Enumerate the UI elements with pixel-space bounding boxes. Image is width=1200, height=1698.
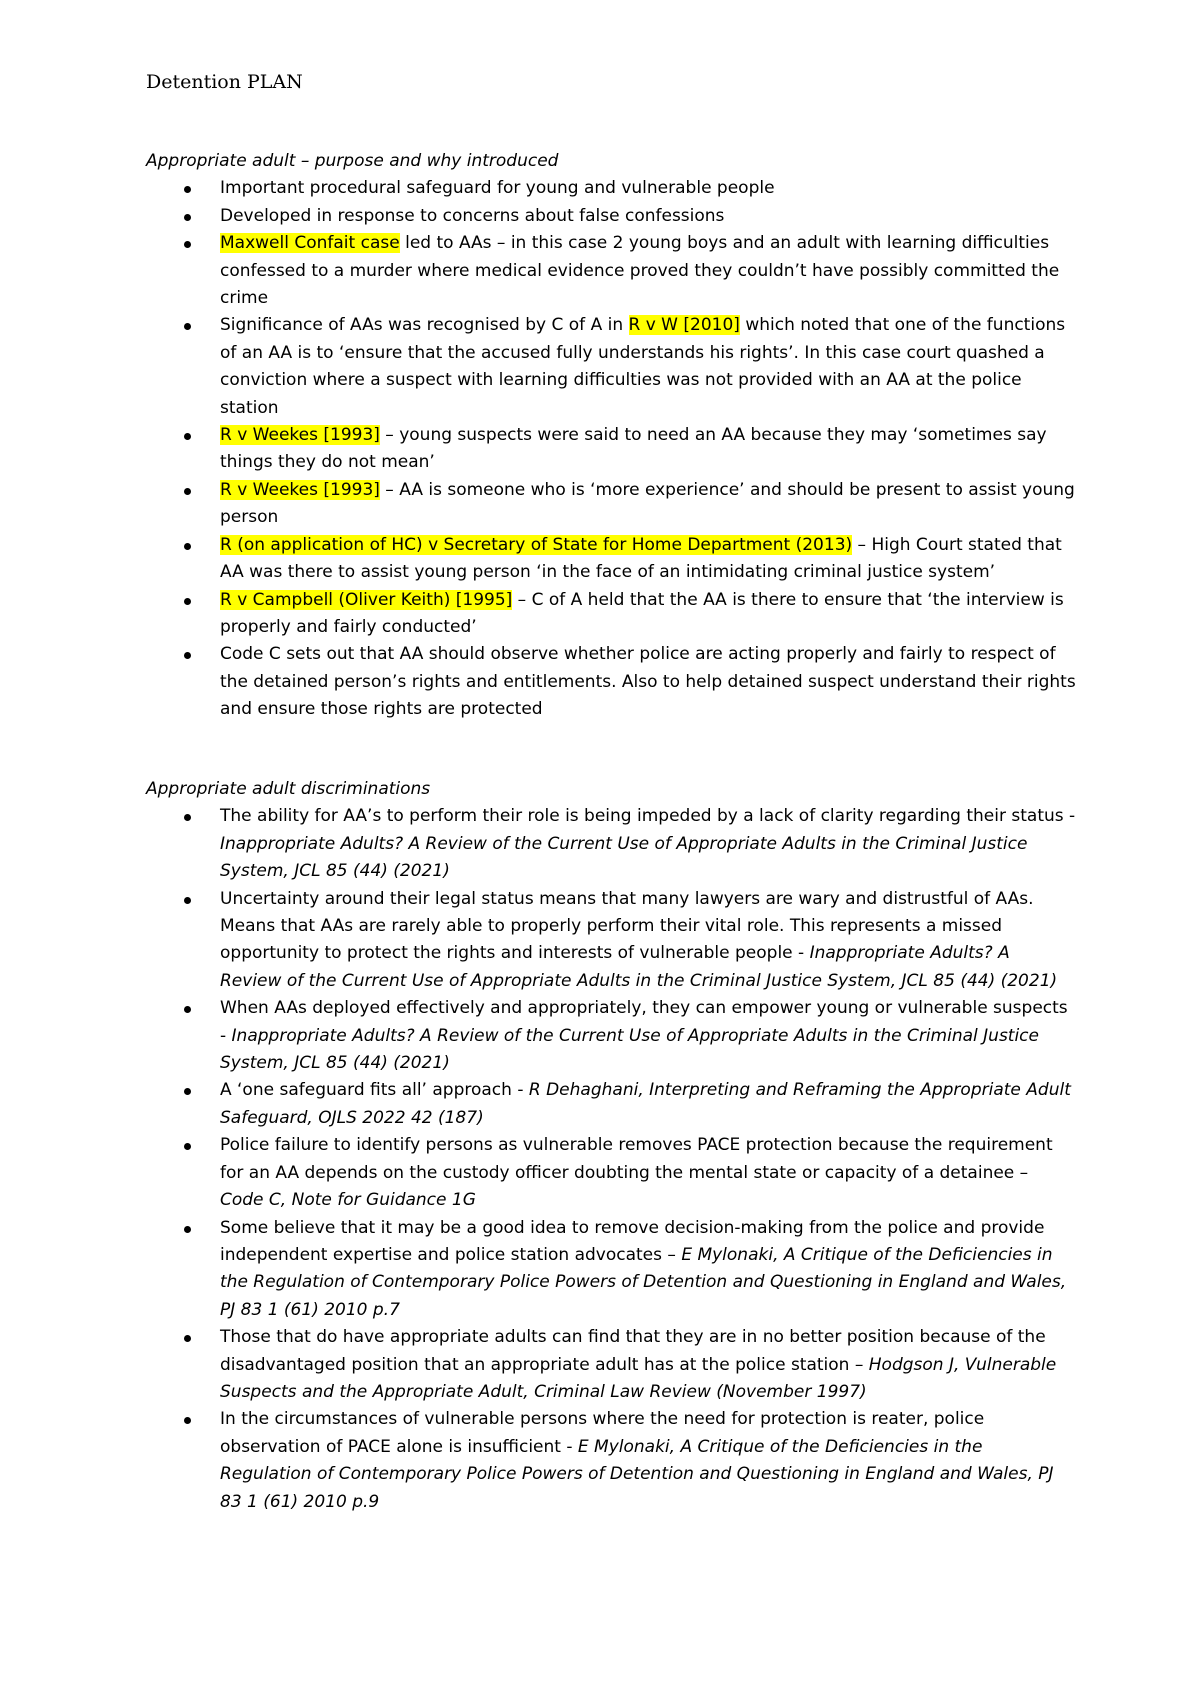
bullet-list-purpose bbox=[146, 175, 1076, 723]
bullet-icon bbox=[184, 1226, 191, 1233]
list-item bbox=[146, 477, 1076, 532]
bullet-icon bbox=[184, 1143, 191, 1150]
item-text: Important procedural safeguard for young and vulnerable people bbox=[220, 178, 775, 199]
bullet-icon bbox=[184, 598, 191, 605]
source-citation: Code C, Note for Guidance 1G bbox=[220, 1190, 476, 1211]
list-item bbox=[146, 1077, 1076, 1132]
bullet-icon bbox=[184, 433, 191, 440]
list-item bbox=[146, 1132, 1076, 1214]
item-text: – young suspects were said to need an AA because they may ‘sometimes say things they do not mean’ bbox=[220, 425, 1047, 473]
item-text: When AAs deployed effectively and appropriately, they can empower young or vulnerable suspects - bbox=[220, 998, 1068, 1046]
list-item bbox=[146, 886, 1076, 996]
bullet-icon bbox=[184, 241, 191, 248]
bullet-list-discriminations bbox=[146, 803, 1076, 1516]
item-text: led to AAs – in this case 2 young boys and an adult with learning difficulties confessed to a murder where medical evidence proved they couldn’t have possibly committed the crime bbox=[220, 233, 1060, 309]
source-citation: E Mylonaki, A Critique of the Deficiencies in the Regulation of Contemporary Police Powers of Detention and Questioning in England and Wales, PJ 83 1 (61) 2010 p.7 bbox=[220, 1244, 1067, 1320]
item-text: Developed in response to concerns about false confessions bbox=[220, 205, 725, 226]
list-item bbox=[146, 803, 1076, 885]
bullet-icon bbox=[184, 1006, 191, 1013]
source-citation: Inappropriate Adults? A Review of the Current Use of Appropriate Adults in the Criminal Justice System, JCL 85 (44) (2021) bbox=[220, 833, 1028, 882]
item-text: – C of A held that the AA is there to ensure that ‘the interview is properly and fairly conducted’ bbox=[220, 589, 1064, 637]
source-citation: Inappropriate Adults? A Review of the Current Use of Appropriate Adults in the Criminal Justice System, JCL 85 (44) (2021) bbox=[220, 1025, 1039, 1074]
item-text: In the circumstances of vulnerable persons where the need for protection is reater, police observation of PACE alone is insufficient - bbox=[220, 1409, 985, 1457]
bullet-icon bbox=[184, 214, 191, 221]
list-item bbox=[146, 1215, 1076, 1325]
highlighted-case-citation: R v Weekes [1993] bbox=[220, 479, 380, 500]
list-item bbox=[146, 230, 1076, 312]
item-text: Code C sets out that AA should observe whether police are acting properly and fairly to respect of the detained person’s rights and entitlements. Also to help detained suspect understand their rights and ensure those rights are protected bbox=[220, 644, 1076, 720]
bullet-icon bbox=[184, 652, 191, 659]
item-text: Some believe that it may be a good idea to remove decision-making from the police and provide independent expertise and police station advocates – bbox=[220, 1217, 1045, 1265]
list-item bbox=[146, 422, 1076, 477]
list-item bbox=[146, 587, 1076, 642]
bullet-icon bbox=[184, 1417, 191, 1424]
highlighted-case-citation: R v Campbell (Oliver Keith) [1995] bbox=[220, 589, 513, 610]
bullet-icon bbox=[184, 186, 191, 193]
list-item bbox=[146, 641, 1076, 723]
list-item bbox=[146, 995, 1076, 1077]
bullet-icon bbox=[184, 1335, 191, 1342]
list-item bbox=[146, 532, 1076, 587]
list-item bbox=[146, 175, 1076, 202]
item-text: – High Court stated that AA was there to assist young person ‘in the face of an intimidating criminal justice system’ bbox=[220, 534, 1062, 583]
list-item bbox=[146, 312, 1076, 422]
highlighted-case-citation: Maxwell Confait case bbox=[220, 233, 400, 254]
highlighted-case-citation: R v Weekes [1993] bbox=[220, 425, 380, 446]
item-text: – AA is someone who is ‘more experience’ and should be present to assist young person bbox=[220, 479, 1075, 528]
item-text: Those that do have appropriate adults can find that they are in no better position because of the disadvantaged position that an appropriate adult has at the police station – bbox=[220, 1327, 1046, 1375]
document-title: Detention PLAN bbox=[146, 71, 303, 93]
section-purpose bbox=[146, 148, 1076, 724]
section-discriminations bbox=[146, 776, 1076, 1516]
source-citation: Inappropriate Adults? A Review of the Current Use of Appropriate Adults in the Criminal Justice System, JCL 85 (44) (2021) bbox=[220, 943, 1058, 991]
item-text: Uncertainty around their legal status means that many lawyers are wary and distrustful of AAs. Means that AAs are rarely able to properly perform their vital role. This represents a missed opportunity to protect the rights and interests of vulnerable people - bbox=[220, 888, 1034, 964]
bullet-icon bbox=[184, 543, 191, 550]
source-citation: E Mylonaki, A Critique of the Deficiencies in the Regulation of Contemporary Police Powers of Detention and Questioning in England and Wales, PJ 83 1 (61) 2010 p.9 bbox=[220, 1436, 1054, 1512]
bullet-icon bbox=[184, 897, 191, 904]
item-text: Significance of AAs was recognised by C of A in bbox=[220, 315, 629, 336]
bullet-icon bbox=[184, 1088, 191, 1095]
item-text: A ‘one safeguard fits all’ approach - bbox=[220, 1080, 529, 1101]
section-heading-discriminations: Appropriate adult discriminations bbox=[146, 779, 431, 799]
item-text: The ability for AA’s to perform their role is being impeded by a lack of clarity regarding their status - bbox=[220, 806, 1076, 827]
bullet-icon bbox=[184, 488, 191, 495]
bullet-icon bbox=[184, 814, 191, 821]
source-citation: Hodgson J, Vulnerable Suspects and the Appropriate Adult, Criminal Law Review (November 1997) bbox=[220, 1354, 1057, 1402]
item-text: which noted that one of the functions of an AA is to ‘ensure that the accused fully understands his rights’. In this case court quashed a conviction where a suspect with learning difficulties was not provided with an AA at the police station bbox=[220, 315, 1066, 418]
list-item bbox=[146, 1324, 1076, 1406]
item-text: Police failure to identify persons as vulnerable removes PACE protection because the requirement for an AA depends on the custody officer doubting the mental state or capacity of a detainee – bbox=[220, 1135, 1053, 1183]
highlighted-case-citation: R v W [2010] bbox=[628, 315, 740, 336]
bullet-icon bbox=[184, 323, 191, 330]
section-heading-purpose: Appropriate adult – purpose and why introduced bbox=[146, 151, 559, 171]
source-citation: R Dehaghani, Interpreting and Reframing the Appropriate Adult Safeguard, OJLS 2022 42 (187) bbox=[220, 1080, 1071, 1128]
highlighted-case-citation: R (on application of HC) v Secretary of State for Home Department (2013) bbox=[220, 534, 853, 555]
list-item bbox=[146, 203, 1076, 230]
list-item bbox=[146, 1406, 1076, 1516]
